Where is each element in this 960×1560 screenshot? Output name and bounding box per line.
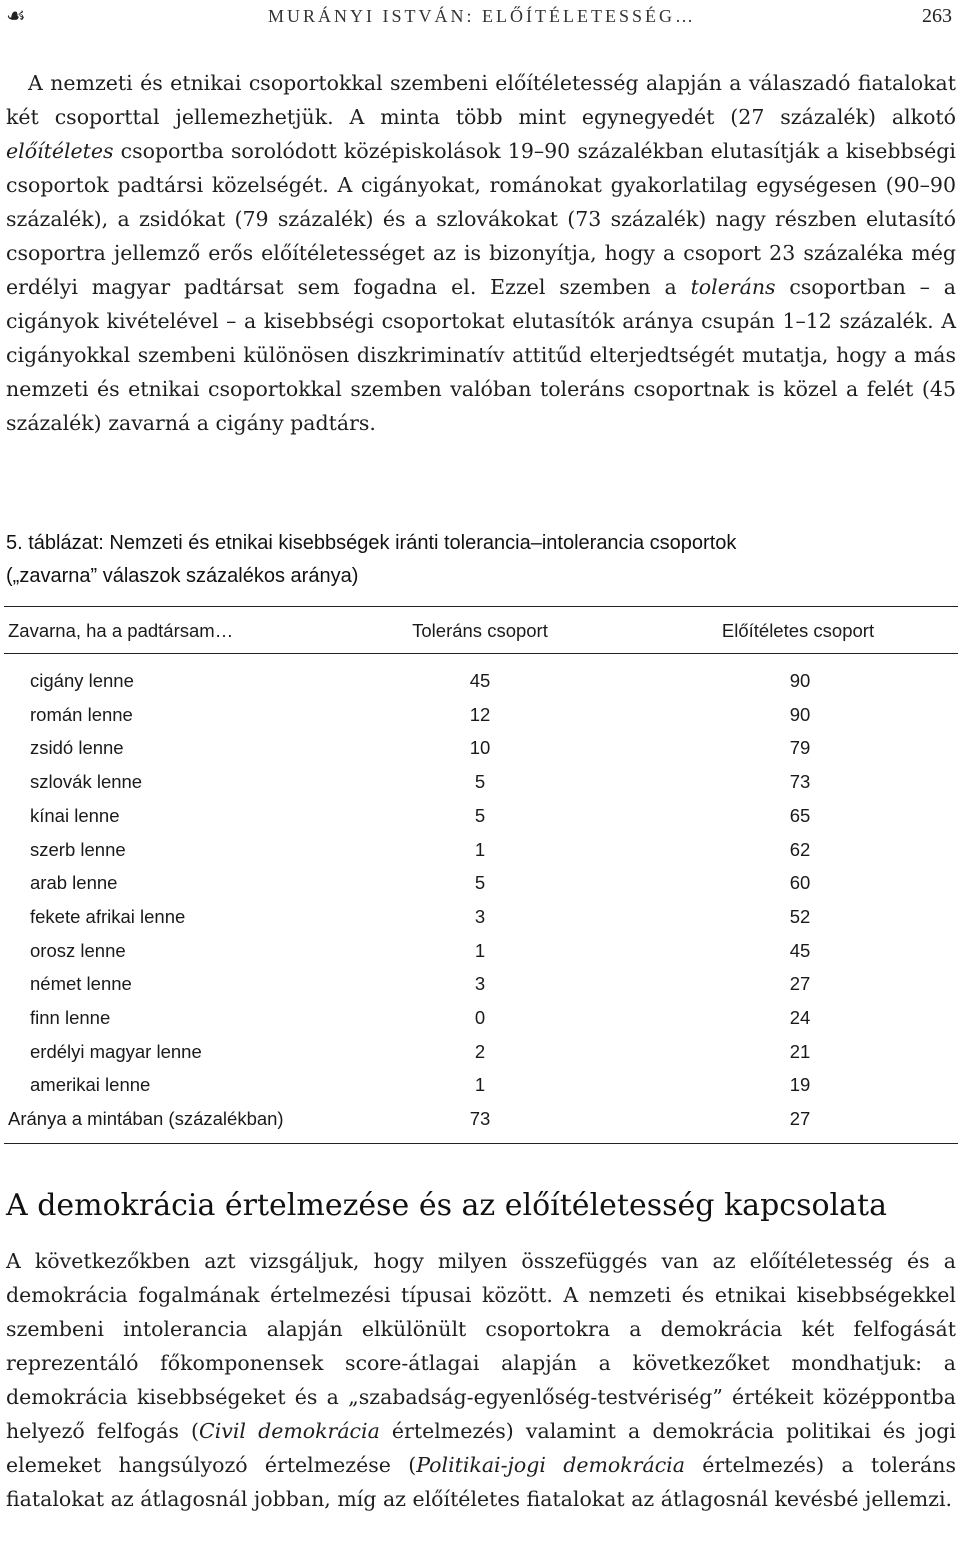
tolerant-value: 2 [474, 1040, 486, 1062]
header-prejudiced-column: Előítéletes csoport [721, 620, 875, 641]
italic-term: előítéletes [6, 139, 114, 163]
table-row [0, 839, 960, 869]
header-label-column: Zavarna, ha a padtársam… [8, 620, 234, 641]
tolerant-value: 0 [474, 1007, 486, 1028]
table-row [0, 906, 960, 936]
prejudiced-value: 52 [789, 905, 811, 927]
table-row [0, 940, 960, 970]
tolerant-value: 5 [474, 872, 486, 894]
table-row [0, 805, 960, 835]
table-row [0, 1007, 960, 1037]
table-caption [6, 527, 956, 593]
tolerant-value: 1 [474, 838, 486, 860]
row-label: fekete afrikai lenne [30, 905, 186, 927]
row-label: német lenne [30, 973, 132, 995]
table-row [0, 973, 960, 1003]
row-label: orosz lenne [30, 939, 126, 961]
table-summary-row [0, 1108, 960, 1138]
tolerant-value: 1 [474, 1074, 486, 1096]
table-bottom-rule [4, 1143, 958, 1144]
text-segment: csoportba sorolódott középiskolások 19–90 százalékban elutasítják a kisebbségi csoportok padtársi közelségét. A cigányokat, románokat gyakorlatilag egységesen (90–90 százalék), a zsidókat (79 százalék) és a szlovákokat (73 százalék) nagy részben elutasító csoportra jellemző erős előítéletességet az is bizonyítja, hogy a csoport 23 százaléka még erdélyi magyar padtársat sem fogadna el. Ezzel szemben a [6, 139, 956, 299]
table-header-row [0, 620, 960, 650]
prejudiced-value: 27 [789, 1108, 811, 1130]
prejudiced-value: 90 [789, 670, 811, 691]
table-row [0, 872, 960, 902]
header-tolerant-column: Toleráns csoport [412, 620, 548, 641]
row-label: Aránya a mintában (százalékban) [8, 1108, 284, 1130]
prejudiced-value: 62 [789, 838, 811, 860]
table-row [0, 670, 960, 700]
row-label: erdélyi magyar lenne [30, 1040, 202, 1062]
row-label: kínai lenne [30, 804, 120, 826]
prejudiced-value: 19 [789, 1074, 811, 1096]
table-caption-line-2: („zavarna” válaszok százalékos aránya) [6, 565, 359, 587]
prejudiced-value: 73 [789, 771, 811, 793]
row-label: román lenne [30, 703, 133, 725]
prejudiced-value: 90 [789, 703, 811, 725]
table-row [0, 737, 960, 767]
italic-term: Politikai-jogi demokrácia [416, 1453, 685, 1477]
tolerant-value: 1 [474, 939, 486, 961]
text-segment: A nemzeti és etnikai csoportokkal szembeni előítéletesség alapján a válaszadó fiatalokat két csoporttal jellemezhetjük. A minta több mint egynegyedét (27 százalék) alkotó [6, 71, 956, 129]
text-segment: csoportban – a cigányok kivételével – a kisebbségi csoportokat elutasítók aránya csupán 1–12 százalék. A cigányokkal szembeni különösen diszkriminatív attitűd elterjedtségét mutatja, hogy a más nemzeti és etnikai csoportokkal szemben valóban toleráns csoportnak is közel a felét (45 százalék) zavarná a cigány padtárs. [6, 275, 956, 435]
tolerant-value: 10 [469, 737, 491, 759]
tolerant-value: 5 [474, 804, 486, 826]
text-segment: értelmezés) a toleráns fiatalokat az átlagosnál jobban, míg az előítéletes fiatalokat az átlagosnál kevésbé jellemzi. [6, 1453, 956, 1511]
table-row [0, 771, 960, 801]
row-label: zsidó lenne [30, 737, 124, 759]
tolerant-value: 12 [469, 703, 491, 725]
prejudiced-value: 24 [789, 1007, 811, 1028]
prejudiced-value: 60 [789, 872, 811, 894]
row-label: cigány lenne [30, 670, 134, 691]
tolerant-value: 73 [469, 1108, 491, 1130]
italic-term: Civil demokrácia [199, 1419, 380, 1443]
table-top-rule [4, 606, 958, 607]
running-title: MURÁNYI ISTVÁN: ELŐÍTÉLETESSÉG… [268, 6, 696, 26]
prejudiced-value: 79 [789, 737, 811, 759]
row-label: szerb lenne [30, 838, 126, 860]
prejudiced-value: 21 [789, 1040, 811, 1062]
italic-term: toleráns [690, 275, 776, 299]
tolerant-value: 3 [474, 973, 486, 995]
body-paragraph-1 [6, 66, 956, 440]
fleuron-ornament-icon: ☙ [6, 4, 26, 29]
table-header-rule [4, 653, 958, 654]
prejudiced-value: 65 [789, 804, 811, 826]
table-caption-line-1: 5. táblázat: Nemzeti és etnikai kisebbségek iránti tolerancia–intolerancia csoportok [6, 532, 737, 554]
table-row [0, 704, 960, 734]
body-paragraph-2 [6, 1244, 956, 1516]
row-label: finn lenne [30, 1007, 111, 1028]
tolerant-value: 45 [469, 670, 491, 691]
prejudiced-value: 27 [789, 973, 811, 995]
prejudiced-value: 45 [789, 939, 811, 961]
text-segment: értelmezés) valamint a demokrácia politikai és jogi elemeket hangsúlyozó értelmezése ( [6, 1419, 956, 1477]
page-number: 263 [922, 5, 952, 27]
text-segment: A következőkben azt vizsgáljuk, hogy milyen összefüggés van az előítéletesség és a demokrácia fogalmának értelmezési típusai között. A nemzeti és etnikai kisebbségekkel szembeni intolerancia alapján elkülönült csoportokra a demokrácia két felfogását reprezentáló főkomponensek score-átlagai alapján a következőket mondhatjuk: a demokrácia kisebbségeket és a „szabadság-egyenlőség-testvériség” értékeit középpontba helyező felfogás ( [6, 1249, 956, 1443]
tolerant-value: 3 [474, 905, 486, 927]
section-heading: A demokrácia értelmezése és az előítéletesség kapcsolata [6, 1188, 887, 1223]
row-label: szlovák lenne [30, 771, 143, 793]
page-header [0, 0, 960, 34]
table-row [0, 1041, 960, 1071]
table-row [0, 1074, 960, 1104]
tolerant-value: 5 [474, 771, 486, 793]
row-label: arab lenne [30, 872, 118, 894]
row-label: amerikai lenne [30, 1074, 151, 1096]
